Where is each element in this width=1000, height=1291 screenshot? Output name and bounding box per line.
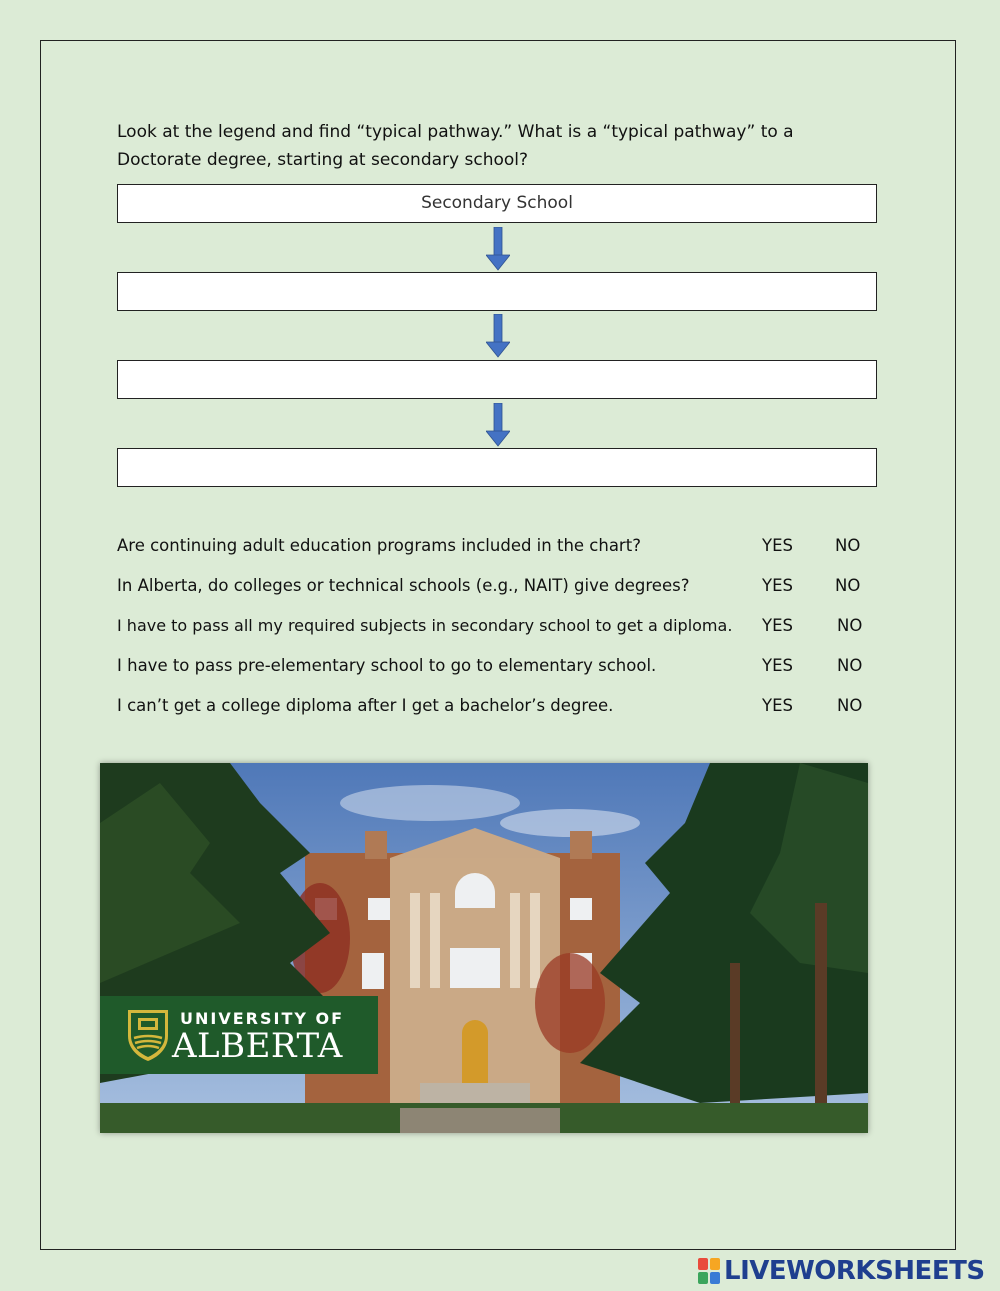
university-logo bbox=[100, 996, 378, 1074]
liveworksheets-logo-icon bbox=[698, 1258, 720, 1284]
yes-option[interactable]: YES bbox=[762, 616, 793, 635]
down-arrow-icon bbox=[486, 403, 510, 447]
yes-no-row bbox=[117, 652, 877, 680]
yes-no-question: Are continuing adult education programs included in the chart? bbox=[117, 536, 641, 555]
no-option[interactable]: NO bbox=[837, 696, 863, 715]
no-option[interactable]: NO bbox=[835, 576, 861, 595]
pathway-question: Look at the legend and find “typical pathway.” What is a “typical pathway” to a Doctorate degree, starting at secondary school? bbox=[117, 122, 794, 170]
yes-no-row bbox=[117, 692, 877, 720]
university-photo bbox=[100, 763, 868, 1133]
pathway-box-4[interactable] bbox=[117, 448, 877, 487]
shield-icon bbox=[126, 1008, 170, 1062]
yes-no-row bbox=[117, 612, 877, 640]
yes-no-question: In Alberta, do colleges or technical schools (e.g., NAIT) give degrees? bbox=[117, 576, 690, 595]
yes-no-question: I can’t get a college diploma after I get a bachelor’s degree. bbox=[117, 696, 614, 715]
yes-option[interactable]: YES bbox=[762, 536, 793, 555]
no-option[interactable]: NO bbox=[837, 656, 863, 675]
pathway-box-2[interactable] bbox=[117, 272, 877, 311]
yes-no-question: I have to pass all my required subjects in secondary school to get a diploma. bbox=[117, 616, 733, 635]
yes-no-question: I have to pass pre-elementary school to go to elementary school. bbox=[117, 656, 657, 675]
no-option[interactable]: NO bbox=[837, 616, 863, 635]
brand-name: LIVEWORKSHEETS bbox=[724, 1256, 985, 1286]
logo-text-top: UNIVERSITY OF bbox=[180, 1009, 345, 1028]
yes-option[interactable]: YES bbox=[762, 696, 793, 715]
yes-no-row bbox=[117, 532, 877, 560]
no-option[interactable]: NO bbox=[835, 536, 861, 555]
down-arrow-icon bbox=[486, 314, 510, 358]
pathway-box-1[interactable]: Secondary School bbox=[117, 184, 877, 223]
yes-option[interactable]: YES bbox=[762, 656, 793, 675]
campus-building-illustration bbox=[100, 763, 868, 1133]
logo-text-bottom: ALBERTA bbox=[172, 1026, 343, 1066]
yes-no-row bbox=[117, 572, 877, 600]
down-arrow-icon bbox=[486, 227, 510, 271]
yes-option[interactable]: YES bbox=[762, 576, 793, 595]
liveworksheets-brand[interactable] bbox=[698, 1256, 985, 1286]
pathway-box-3[interactable] bbox=[117, 360, 877, 399]
